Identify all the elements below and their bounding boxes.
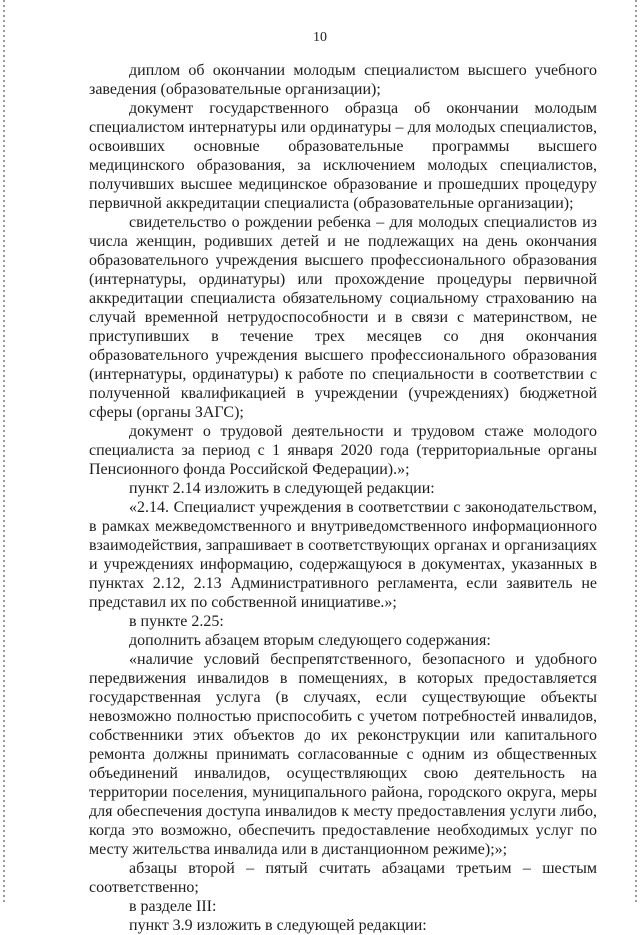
- paragraph-state-document: документ государственного образца об окончании молодым специалистом интернатуры или ординатуры – для молодых специалистов, освоивших основные образовательные программы высшего медицинского образования, за исключением молодых специалистов, получивших высшее медицинское образование и прошедших процедуру первичной аккредитации специалиста (образовательные организации);: [89, 100, 597, 212]
- page-number: 10: [313, 30, 327, 45]
- paragraph-item-2-14-text: «2.14. Специалист учреждения в соответствии с законодательством, в рамках межведомственного и внутриведомственного информационного взаимодействия, запрашивает в соответствующих органах и организациях и учреждениях информацию, содержащуюся в документах, указанных в пунктах 2.12, 2.13 Административного регламента, если заявитель не представил их по собственной инициативе.»;: [89, 499, 597, 611]
- paragraph-section-3: в разделе III:: [129, 898, 217, 915]
- paragraph-add-second-abzats: дополнить абзацем вторым следующего содержания:: [129, 632, 491, 649]
- paragraph-birth-certificate: свидетельство о рождении ребенка – для молодых специалистов из числа женщин, родивших детей и не подлежащих на день окончания образовательного учреждения высшего профессионального образования (интернатуры, ординатуры) или прохождение процедуры первичной аккредитации специалиста обязательному социальному страхованию на случай временной нетрудоспособности и в связи с материнством, не приступивших в течение трех месяцев со дня окончания образовательного учреждения высшего профессионального образования (интернатуры, ординатуры) к работе по специальности в соответствии с полученной квалификацией в учреждении (учреждениях) бюджетной сферы (органы ЗАГС);: [89, 214, 597, 421]
- paragraph-diploma: диплом об окончании молодым специалистом высшего учебного заведения (образовательные организации);: [89, 62, 597, 98]
- paragraph-renumber: абзацы второй – пятый считать абзацами третьим – шестым соответственно;: [89, 860, 597, 896]
- paragraph-work-record: документ о трудовой деятельности и трудовом стаже молодого специалиста за период с 1 января 2020 года (территориальные органы Пенсионного фонда Российской Федерации).»;: [89, 423, 597, 478]
- paragraph-item-2-14-intro: пункт 2.14 изложить в следующей редакции:: [129, 480, 435, 497]
- scan-edge-left: [3, 0, 5, 905]
- scan-edge-right: [635, 0, 637, 905]
- paragraph-item-3-9-intro: пункт 3.9 изложить в следующей редакции:: [129, 917, 427, 934]
- document-body: [89, 61, 597, 935]
- paragraph-item-2-25-intro: в пункте 2.25:: [129, 613, 224, 630]
- paragraph-accessibility-text: «наличие условий беспрепятственного, безопасного и удобного передвижения инвалидов в помещениях, в которых предоставляется государственная услуга (в случаях, если существующие объекты невозможно полностью приспособить с учетом потребностей инвалидов, собственники этих объектов до их реконструкции или капитального ремонта должны принимать согласованные с одним из общественных объединений инвалидов, осуществляющих свою деятельность на территории поселения, муниципального района, городского округа, меры для обеспечения доступа инвалидов к месту предоставления услуги либо, когда это возможно, обеспечить предоставление необходимых услуг по месту жительства инвалида или в дистанционном режиме);»;: [89, 651, 597, 858]
